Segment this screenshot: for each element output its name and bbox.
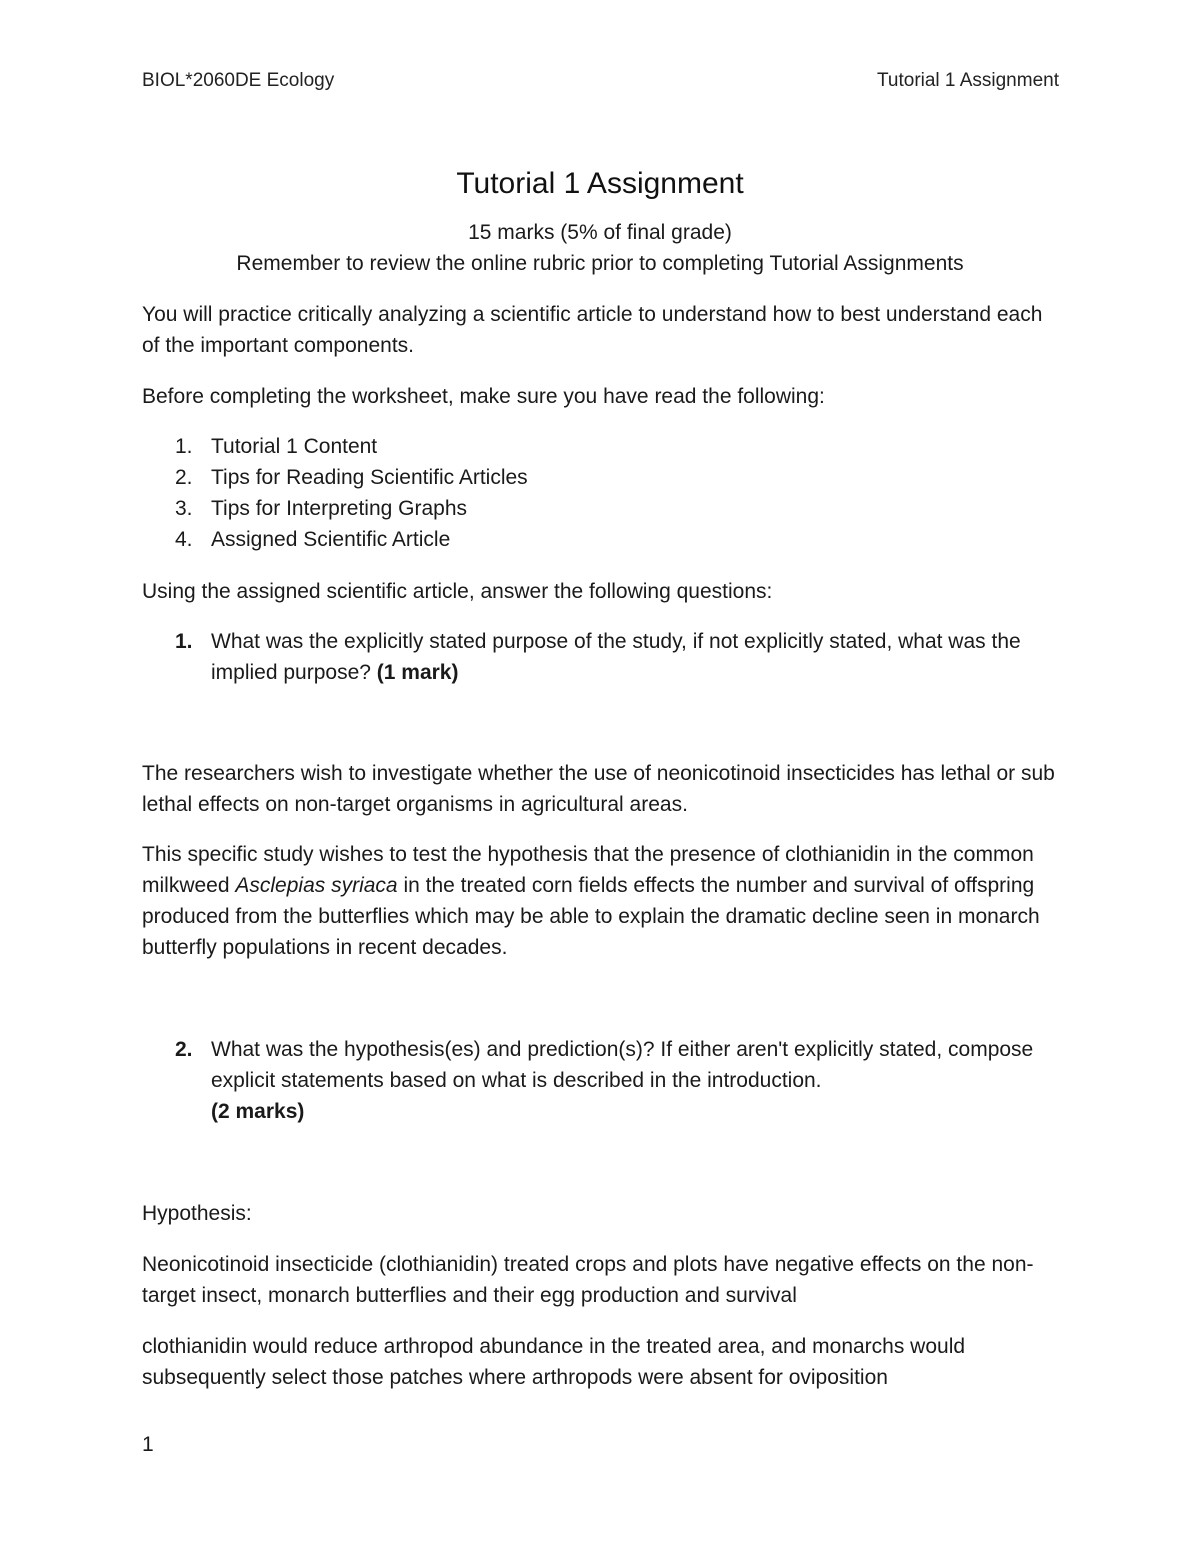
list-item	[142, 524, 1062, 555]
readings-list	[142, 431, 1062, 555]
list-item-text: Assigned Scientific Article	[211, 528, 451, 551]
list-item-text: Tutorial 1 Content	[211, 435, 378, 458]
rubric-reminder: Remember to review the online rubric prior to completing Tutorial Assignments	[236, 252, 964, 275]
question-2-text: What was the hypothesis(es) and prediction(s)? If either aren't explicitly stated, compose explicit statements based on what is described in the introduction.	[211, 1038, 1034, 1092]
page-title: Tutorial 1 Assignment	[456, 167, 744, 200]
page-number: 1	[142, 1433, 154, 1456]
hypothesis-paragraph-1: Neonicotinoid insecticide (clothianidin) treated crops and plots have negative effects on the non-target insect, monarch butterflies and their egg production and survival	[142, 1253, 1034, 1307]
list-item-number: 3.	[175, 497, 193, 520]
question-1-number: 1.	[175, 630, 193, 653]
question-2-marks: (2 marks)	[211, 1100, 305, 1123]
question-1-text: What was the explicitly stated purpose of the study, if not explicitly stated, what was the implied purpose?	[211, 630, 1021, 684]
list-item-number: 1.	[175, 435, 193, 458]
question-2-number: 2.	[175, 1038, 193, 1061]
marks-line: 15 marks (5% of final grade)	[468, 221, 732, 244]
answer-1-paragraph-2	[142, 839, 1062, 963]
list-item-number: 4.	[175, 528, 193, 551]
species-name: Asclepias syriaca	[235, 874, 398, 897]
question-1	[142, 626, 1062, 688]
question-2	[142, 1034, 1062, 1127]
list-item	[142, 493, 1062, 524]
list-item	[142, 431, 1062, 462]
hypothesis-paragraph-2: clothianidin would reduce arthropod abundance in the treated area, and monarchs would subsequently select those patches where arthropods were absent for oviposition	[142, 1335, 966, 1389]
using-paragraph: Using the assigned scientific article, answer the following questions:	[142, 580, 773, 603]
list-item	[142, 462, 1062, 493]
header-doc-label: Tutorial 1 Assignment	[877, 70, 1059, 91]
list-item-number: 2.	[175, 466, 193, 489]
answer-1-paragraph-1: The researchers wish to investigate whether the use of neonicotinoid insecticides has lethal or sub lethal effects on non-target organisms in agricultural areas.	[142, 762, 1055, 816]
answer-1-text-before: This specific study wishes to test the hypothesis that the presence of clothianidin in the common milkweed	[142, 843, 1034, 897]
answer-1-text-after: in the treated corn fields effects the number and survival of offspring produced from the butterflies which may be able to explain the dramatic decline seen in monarch butterfly populations in recent decades.	[142, 874, 1040, 959]
hypothesis-label: Hypothesis:	[142, 1202, 252, 1225]
intro-paragraph: You will practice critically analyzing a scientific article to understand how to best understand each of the important components.	[142, 303, 1043, 357]
header-course: BIOL*2060DE Ecology	[142, 70, 335, 91]
list-item-text: Tips for Interpreting Graphs	[211, 497, 467, 520]
list-item-text: Tips for Reading Scientific Articles	[211, 466, 528, 489]
before-paragraph: Before completing the worksheet, make sure you have read the following:	[142, 385, 825, 408]
question-1-marks: (1 mark)	[376, 661, 459, 684]
